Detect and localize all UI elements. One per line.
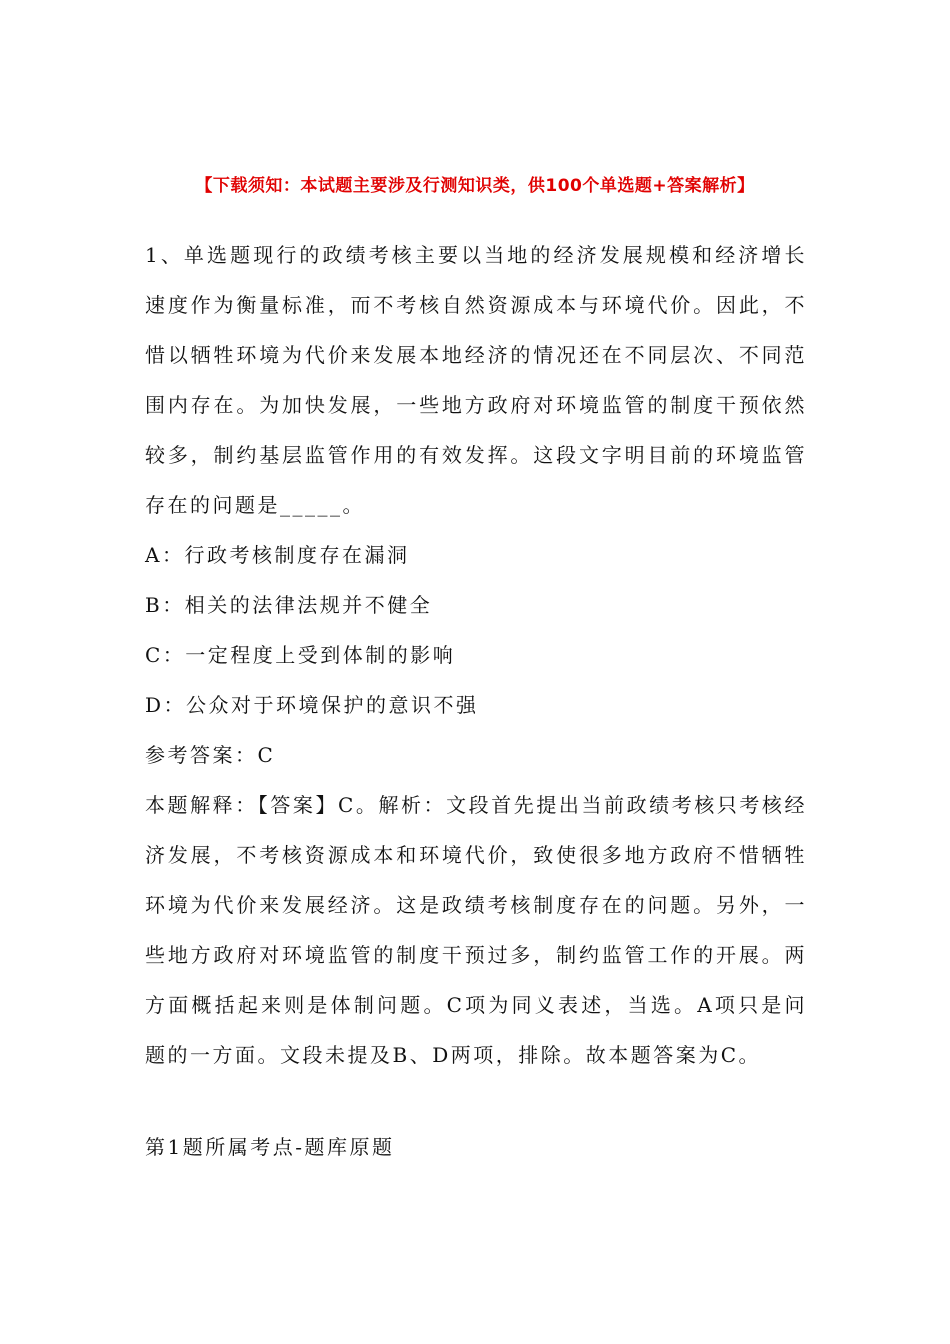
option-d: D：公众对于环境保护的意识不强 xyxy=(145,693,479,717)
question-topic: 第1题所属考点-题库原题 xyxy=(145,1135,395,1159)
reference-answer: 参考答案：C xyxy=(145,743,276,767)
answer-explanation: 本题解释：【答案】C。解析：文段首先提出当前政绩考核只考核经济发展，不考核资源成本和环境代价，致使很多地方政府不惜牺牲环境为代价来发展经济。这是政绩考核制度存在的问题。另外，一些地方政府对环境监管的制度干预过多，制约监管工作的开展。两方面概括起来则是体制问题。C项为同义表述，当选。A项只是问题的一方面。文段未提及B、D两项，排除。故本题答案为C。 xyxy=(145,793,807,1067)
question-block xyxy=(145,230,807,1080)
option-a: A：行政考核制度存在漏洞 xyxy=(145,543,410,567)
download-notice: 【下载须知：本试题主要涉及行测知识类，供100个单选题+答案解析】 xyxy=(195,176,755,196)
option-b: B：相关的法律法规并不健全 xyxy=(145,593,433,617)
question-stem: 1、单选题现行的政绩考核主要以当地的经济发展规模和经济增长速度作为衡量标准，而不考核自然资源成本与环境代价。因此，不惜以牺牲环境为代价来发展本地经济的情况还在不同层次、不同范围内存在。为加快发展，一些地方政府对环境监管的制度干预依然较多，制约基层监管作用的有效发挥。这段文字明目前的环境监管存在的问题是_____。 xyxy=(145,243,807,517)
option-c: C：一定程度上受到体制的影响 xyxy=(145,643,456,667)
